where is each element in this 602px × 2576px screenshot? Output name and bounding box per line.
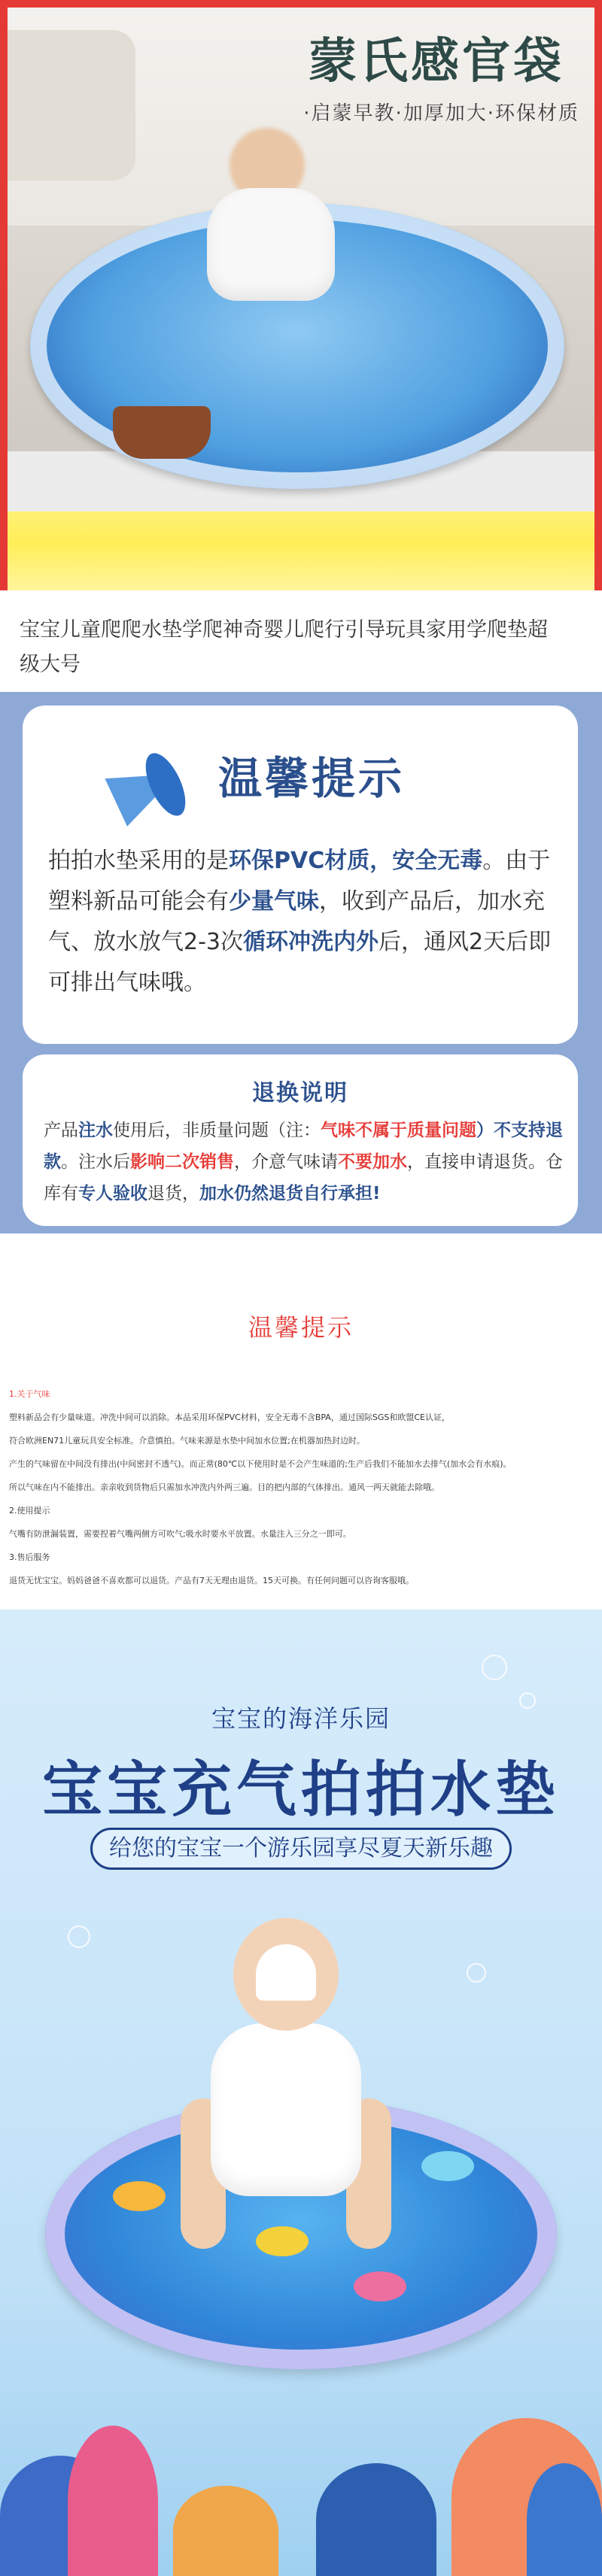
poster-kicker: 宝宝的海洋乐园	[211, 1704, 391, 1733]
body-text: ，收到产品后，加水充气、放水放气2-3次	[48, 888, 545, 955]
emphasis-text: 退款	[44, 1121, 563, 1172]
body-text: ，直接申请退货。仓库有	[44, 1152, 563, 1203]
poster-title: 宝宝充气拍拍水垫	[42, 1755, 560, 1825]
body-text: 。注水后	[61, 1152, 130, 1172]
yellow-banner	[8, 511, 594, 590]
hero-subtitle: ·启蒙早教·加厚加大·环保材质	[303, 102, 579, 125]
ocean-poster	[0, 1610, 602, 2576]
red-frame	[0, 0, 602, 511]
coral-illustration	[527, 2463, 602, 2576]
coral-illustration	[68, 2426, 158, 2576]
tips-line: 符合欧洲EN71儿童玩具安全标准。介意慎拍。气味来源是水垫中间加水位置;在机器加热封边时。	[9, 1436, 365, 1446]
exchange-card	[23, 1054, 578, 1226]
tips-sheet	[0, 1294, 602, 1610]
tips-line: 退货无忧宝宝。妈妈爸爸不喜欢都可以退货。产品有7天无理由退货。15天可换。有任何问题可以咨询客服哦。	[9, 1576, 414, 1585]
baby-figure	[173, 1918, 399, 2264]
tips-line: 1.关于气味	[9, 1389, 50, 1399]
highlight-text: 循环冲洗内外	[243, 929, 379, 955]
body-text: 后，通风2天后即可排出气味哦。	[48, 929, 552, 996]
notice-banner	[0, 692, 602, 1233]
coral-illustration	[173, 2486, 278, 2576]
emphasis-text: 加水仍然退货自行承担!	[199, 1184, 381, 1203]
body-text: 退货，	[147, 1184, 199, 1203]
highlight-text: 环保PVC材质，安全无毒	[229, 848, 483, 874]
fish-illustration	[113, 2181, 166, 2211]
body-text: ，介意气味请	[234, 1152, 338, 1172]
bubble	[467, 1963, 486, 1983]
emphasis-text: ）不支持	[476, 1121, 546, 1140]
body-text: 产品	[44, 1121, 78, 1140]
emphasis-text: 不要加水	[338, 1152, 407, 1172]
hero-title: 蒙氏感官袋	[309, 34, 564, 90]
exchange-text	[44, 1115, 563, 1209]
bubble	[68, 1925, 90, 1948]
body-text: 。由于塑料新品可能会有	[48, 848, 551, 915]
tips-heading: 温馨提示	[248, 1313, 354, 1342]
fish-illustration	[354, 2271, 406, 2301]
body-text: 拍拍水垫采用的是	[48, 848, 229, 874]
exchange-heading: 退换说明	[252, 1080, 348, 1106]
product-title: 宝宝儿童爬爬水垫学爬神奇婴儿爬行引导玩具家用学爬垫超级大号	[20, 618, 548, 676]
emphasis-text: 影响二次销售	[130, 1152, 234, 1172]
tips-line: 塑料新品会有少量味道。冲洗中间可以消除。本品采用环保PVC材料，安全无毒不含BPA，通过国际SGS和欧盟CE认证，	[9, 1412, 450, 1422]
megaphone-icon	[98, 747, 188, 830]
fish-illustration	[421, 2151, 474, 2181]
baby-body	[211, 2023, 361, 2196]
emphasis-text: 专人验收	[78, 1184, 147, 1203]
emphasis-text: 气味不属于质量问题	[321, 1121, 476, 1140]
warm-tips-heading: 温馨提示	[218, 753, 406, 804]
tips-line: 2.使用提示	[9, 1506, 50, 1516]
tips-line: 产生的气味留在中间没有排出(中间密封不透气)。而正常(80℃以下使用时是不会产生味道的;生产后我们不能加水去排气(加水会有水痕)。	[9, 1459, 512, 1469]
tips-line: 气嘴有防泄漏装置，需要捏着气嘴两侧方可吹气;吸水时要水平放置。水量注入三分之一即可。	[9, 1529, 351, 1539]
red-frame-left	[0, 511, 8, 590]
warm-tips-text	[48, 841, 560, 1003]
coral-illustration	[316, 2463, 436, 2576]
bubble	[482, 1655, 507, 1680]
highlight-text: 少量气味	[229, 888, 319, 915]
heart-face-cover-icon	[256, 1944, 316, 2001]
red-frame-right	[594, 511, 602, 590]
tips-line: 所以气味在内不能排出。亲亲收到货物后只需加水冲洗内外两三遍。目的把内部的气体排出。通风一两天就能去除哦。	[9, 1482, 439, 1492]
poster-slogan: 给您的宝宝一个游乐园享尽夏天新乐趣	[90, 1828, 512, 1870]
hero-product-image	[0, 0, 602, 511]
tips-body	[9, 1382, 593, 1592]
emphasis-text: 注水	[78, 1121, 113, 1140]
warm-tips-card	[23, 705, 578, 1044]
body-text: 使用后，非质量问题（注：	[113, 1121, 321, 1140]
tips-line: 3.售后服务	[9, 1552, 50, 1562]
